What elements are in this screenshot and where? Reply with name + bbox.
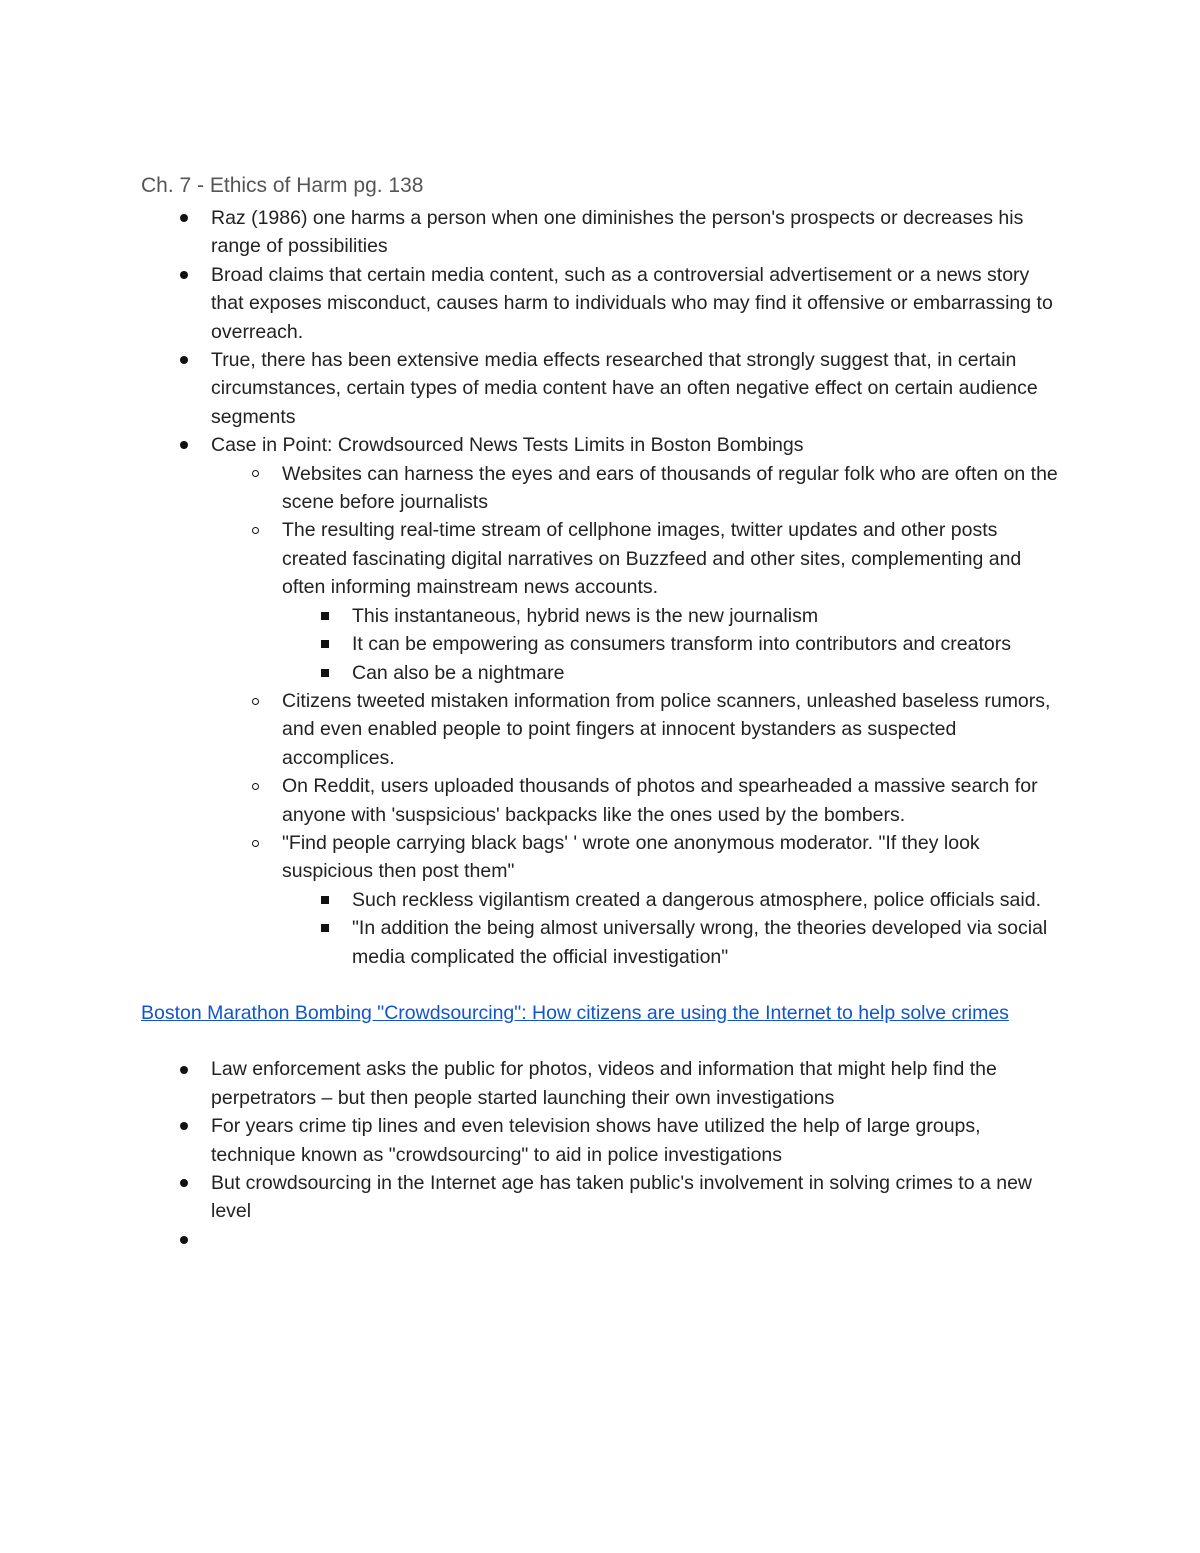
- list-item: Raz (1986) one harms a person when one diminishes the person's prospects or decreases his range of possibilities: [141, 204, 1066, 261]
- list-item: Websites can harness the eyes and ears of thousands of regular folk who are often on the scene before journalists: [141, 460, 1066, 517]
- list-item: For years crime tip lines and even television shows have utilized the help of large groups, technique known as "crowdsourcing" to aid in police investigations: [141, 1112, 1066, 1169]
- reference-link-block: [141, 999, 1066, 1027]
- list-item: This instantaneous, hybrid news is the new journalism: [141, 602, 1066, 630]
- square-bullet-icon: [315, 630, 335, 658]
- list-item: On Reddit, users uploaded thousands of photos and spearheaded a massive search for anyone with 'suspsicious' backpacks like the ones used by the bombers.: [141, 772, 1066, 829]
- list-item: "Find people carrying black bags' ' wrote one anonymous moderator. "If they look suspicious then post them": [141, 829, 1066, 886]
- square-bullet-icon: [315, 602, 335, 630]
- square-bullet-icon: [315, 659, 335, 687]
- filled-bullet-icon: [174, 1055, 194, 1083]
- notes-list: [141, 204, 1066, 971]
- list-item: Case in Point: Crowdsourced News Tests Limits in Boston Bombings: [141, 431, 1066, 459]
- hollow-bullet-icon: [245, 516, 265, 544]
- hollow-bullet-icon: [245, 829, 265, 857]
- filled-bullet-icon: [174, 1112, 194, 1140]
- filled-bullet-icon: [174, 346, 194, 374]
- filled-bullet-icon: [174, 431, 194, 459]
- filled-bullet-icon: [174, 1226, 194, 1254]
- list-item: It can be empowering as consumers transform into contributors and creators: [141, 630, 1066, 658]
- crowdsourcing-list: [141, 1055, 1066, 1254]
- hollow-bullet-icon: [245, 772, 265, 800]
- square-bullet-icon: [315, 914, 335, 942]
- filled-bullet-icon: [174, 261, 194, 289]
- list-item: "In addition the being almost universally wrong, the theories developed via social media complicated the official investigation": [141, 914, 1066, 971]
- list-item: Can also be a nightmare: [141, 659, 1066, 687]
- filled-bullet-icon: [174, 1169, 194, 1197]
- list-item-empty: [141, 1226, 1066, 1254]
- document-page: [141, 170, 1066, 1254]
- list-item: Law enforcement asks the public for photos, videos and information that might help find the perpetrators – but then people started launching their own investigations: [141, 1055, 1066, 1112]
- list-item: But crowdsourcing in the Internet age has taken public's involvement in solving crimes to a new level: [141, 1169, 1066, 1226]
- page-title: Ch. 7 - Ethics of Harm pg. 138: [141, 174, 424, 197]
- filled-bullet-icon: [174, 204, 194, 232]
- hollow-bullet-icon: [245, 687, 265, 715]
- list-item: Such reckless vigilantism created a dangerous atmosphere, police officials said.: [141, 886, 1066, 914]
- square-bullet-icon: [315, 886, 335, 914]
- list-item: Citizens tweeted mistaken information from police scanners, unleashed baseless rumors, and even enabled people to point fingers at innocent bystanders as suspected accomplices.: [141, 687, 1066, 772]
- hollow-bullet-icon: [245, 460, 265, 488]
- list-item: True, there has been extensive media effects researched that strongly suggest that, in certain circumstances, certain types of media content have an often negative effect on certain audience segments: [141, 346, 1066, 431]
- list-item: The resulting real-time stream of cellphone images, twitter updates and other posts created fascinating digital narratives on Buzzfeed and other sites, complementing and often informing mainstream news accounts.: [141, 516, 1066, 601]
- list-item: Broad claims that certain media content, such as a controversial advertisement or a news story that exposes misconduct, causes harm to individuals who may find it offensive or embarrassing to overreach.: [141, 261, 1066, 346]
- reference-link[interactable]: Boston Marathon Bombing "Crowdsourcing": How citizens are using the Internet to help solve crimes: [141, 1001, 1009, 1024]
